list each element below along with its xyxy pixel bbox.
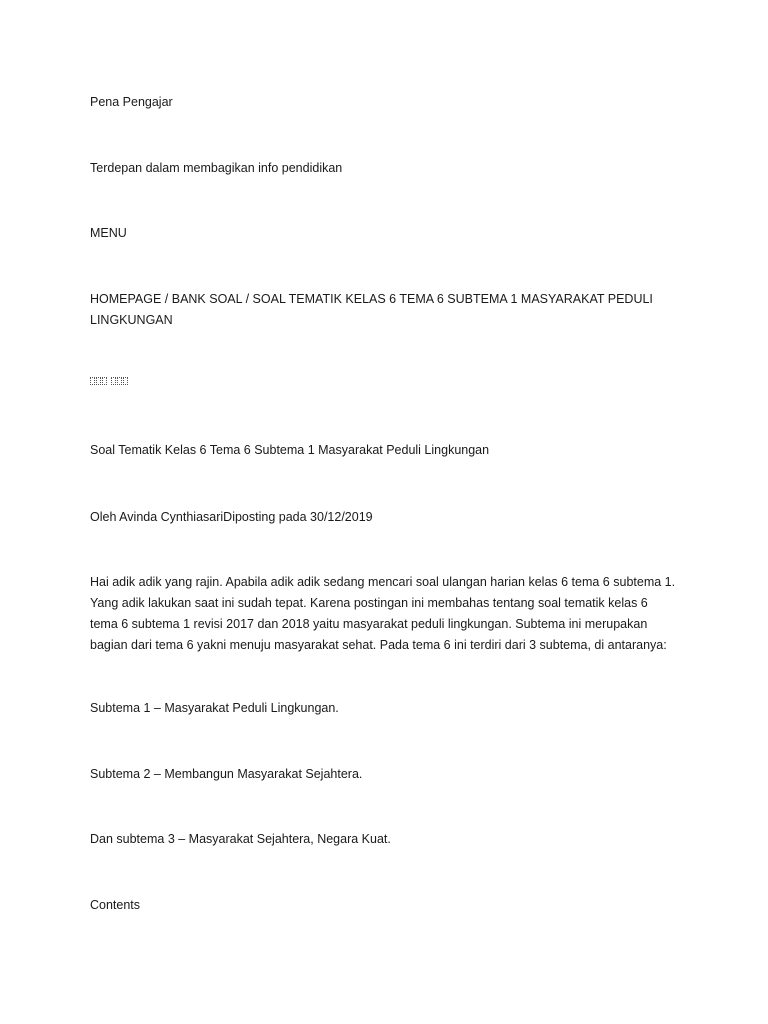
site-title: Pena Pengajar bbox=[90, 95, 173, 109]
intro-line: bagian dari tema 6 yakni menuju masyarakat sehat. Pada tema 6 ini terdiri dari 3 subtema, di antaranya: bbox=[90, 638, 667, 652]
article-title: Soal Tematik Kelas 6 Tema 6 Subtema 1 Masyarakat Peduli Lingkungan bbox=[90, 443, 490, 457]
breadcrumb-line-2[interactable]: LINGKUNGAN bbox=[90, 313, 173, 327]
menu-label[interactable]: MENU bbox=[90, 226, 127, 240]
intro-line: Hai adik adik yang rajin. Apabila adik adik sedang mencari soal ulangan harian kelas 6 tema 6 subtema 1. bbox=[90, 575, 676, 589]
missing-glyph-icon bbox=[90, 377, 128, 387]
contents-heading: Contents bbox=[90, 898, 141, 912]
breadcrumb bbox=[90, 289, 690, 331]
article-byline: Oleh Avinda CynthiasariDiposting pada 30/12/2019 bbox=[90, 510, 373, 524]
subtema-2: Subtema 2 – Membangun Masyarakat Sejahtera. bbox=[90, 767, 363, 781]
article-intro bbox=[90, 572, 690, 656]
intro-line: tema 6 subtema 1 revisi 2017 dan 2018 yaitu masyarakat peduli lingkungan. Subtema ini merupakan bbox=[90, 617, 648, 631]
site-tagline: Terdepan dalam membagikan info pendidikan bbox=[90, 161, 343, 175]
subtema-1: Subtema 1 – Masyarakat Peduli Lingkungan. bbox=[90, 701, 339, 715]
intro-line: Yang adik lakukan saat ini sudah tepat. Karena postingan ini membahas tentang soal tematik kelas 6 bbox=[90, 596, 648, 610]
breadcrumb-line-1[interactable]: HOMEPAGE / BANK SOAL / SOAL TEMATIK KELAS 6 TEMA 6 SUBTEMA 1 MASYARAKAT PEDULI bbox=[90, 292, 653, 306]
subtema-3: Dan subtema 3 – Masyarakat Sejahtera, Negara Kuat. bbox=[90, 832, 391, 846]
